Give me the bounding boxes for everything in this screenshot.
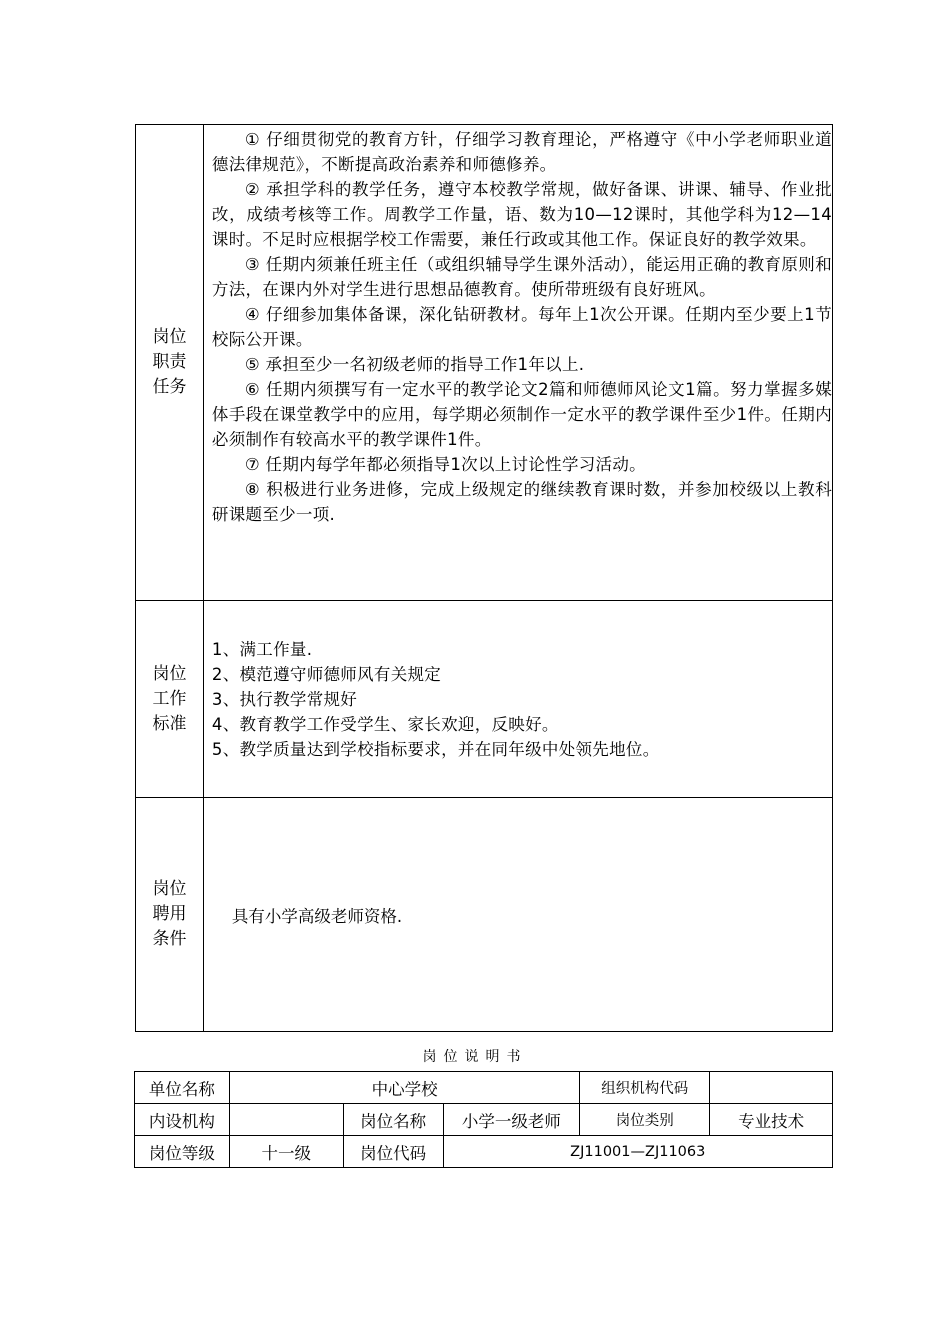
standard-item: 3、执行教学常规好 xyxy=(211,689,358,709)
conditions-text: 具有小学高级老师资格. xyxy=(231,906,403,926)
standard-item: 4、教育教学工作受学生、家长欢迎，反映好。 xyxy=(211,714,559,734)
post-category-label: 岗位类别 xyxy=(580,1104,710,1136)
org-code-label: 组织机构代码 xyxy=(580,1072,710,1104)
post-category-value: 专业技术 xyxy=(710,1104,833,1136)
post-code-label: 岗位代码 xyxy=(343,1136,443,1168)
info-row-post xyxy=(135,1104,833,1136)
conditions-label: 岗位 聘用 条件 xyxy=(136,798,204,1032)
duty-item: ⑥ 任期内须撰写有一定水平的教学论文2篇和师德师风论文1篇。努力掌握多媒体手段在课堂教学中的应用，每学期必须制作一定水平的教学课件至少1件。任期内必须制作有较高水平的教学课件1件。 xyxy=(211,380,832,449)
duty-item: ③ 任期内须兼任班主任（或组织辅导学生课外活动），能运用正确的教育原则和方法，在课内外对学生进行思想品德教育。使所带班级有良好班风。 xyxy=(211,255,832,299)
duties-content xyxy=(203,125,832,601)
org-code-value xyxy=(710,1072,833,1104)
job-description-table xyxy=(135,124,833,1032)
post-code-value: ZJ11001—ZJ11063 xyxy=(443,1136,832,1168)
duty-item: ② 承担学科的教学任务，遵守本校教学常规，做好备课、讲课、辅导、作业批改，成绩考核等工作。周教学工作量，语、数为10—12课时，其他学科为12—14课时。不足时应根据学校工作需要，兼任行政或其他工作。保证良好的教学效果。 xyxy=(211,180,832,249)
info-row-level xyxy=(135,1136,833,1168)
post-name-label: 岗位名称 xyxy=(343,1104,443,1136)
internal-org-label: 内设机构 xyxy=(135,1104,230,1136)
standards-label: 岗位 工作 标准 xyxy=(136,601,204,798)
unit-name-label: 单位名称 xyxy=(135,1072,230,1104)
unit-name-value: 中心学校 xyxy=(229,1072,579,1104)
conditions-row xyxy=(136,798,833,1032)
duty-item: ⑦ 任期内每学年都必须指导1次以上讨论性学习活动。 xyxy=(244,455,646,474)
duty-item: ⑤ 承担至少一名初级老师的指导工作1年以上. xyxy=(244,355,585,374)
duty-item: ① 仔细贯彻党的教育方针，仔细学习教育理论，严格遵守《中小学老师职业道德法律规范》，不断提高政治素养和师德修养。 xyxy=(211,130,832,174)
post-level-label: 岗位等级 xyxy=(135,1136,230,1168)
post-level-value: 十一级 xyxy=(229,1136,343,1168)
standard-item: 2、模范遵守师德师风有关规定 xyxy=(211,664,442,684)
internal-org-value xyxy=(229,1104,343,1136)
standard-item: 1、满工作量. xyxy=(211,639,313,659)
duty-item: ⑧ 积极进行业务进修，完成上级规定的继续教育课时数，并参加校级以上教科研课题至少一项. xyxy=(211,480,832,524)
post-name-value: 小学一级老师 xyxy=(443,1104,580,1136)
standard-item: 5、教学质量达到学校指标要求，并在同年级中处领先地位。 xyxy=(211,739,660,759)
standards-content xyxy=(203,601,832,798)
duty-item: ④ 仔细参加集体备课，深化钻研教材。每年上1次公开课。任期内至少要上1节校际公开课。 xyxy=(211,305,832,349)
document-subtitle: 岗位说明书 xyxy=(422,1049,528,1065)
standards-row xyxy=(136,601,833,798)
job-info-table xyxy=(134,1071,833,1168)
info-row-unit xyxy=(135,1072,833,1104)
conditions-content xyxy=(203,798,832,1032)
duties-label: 岗位 职责 任务 xyxy=(136,125,204,601)
duties-row xyxy=(136,125,833,601)
